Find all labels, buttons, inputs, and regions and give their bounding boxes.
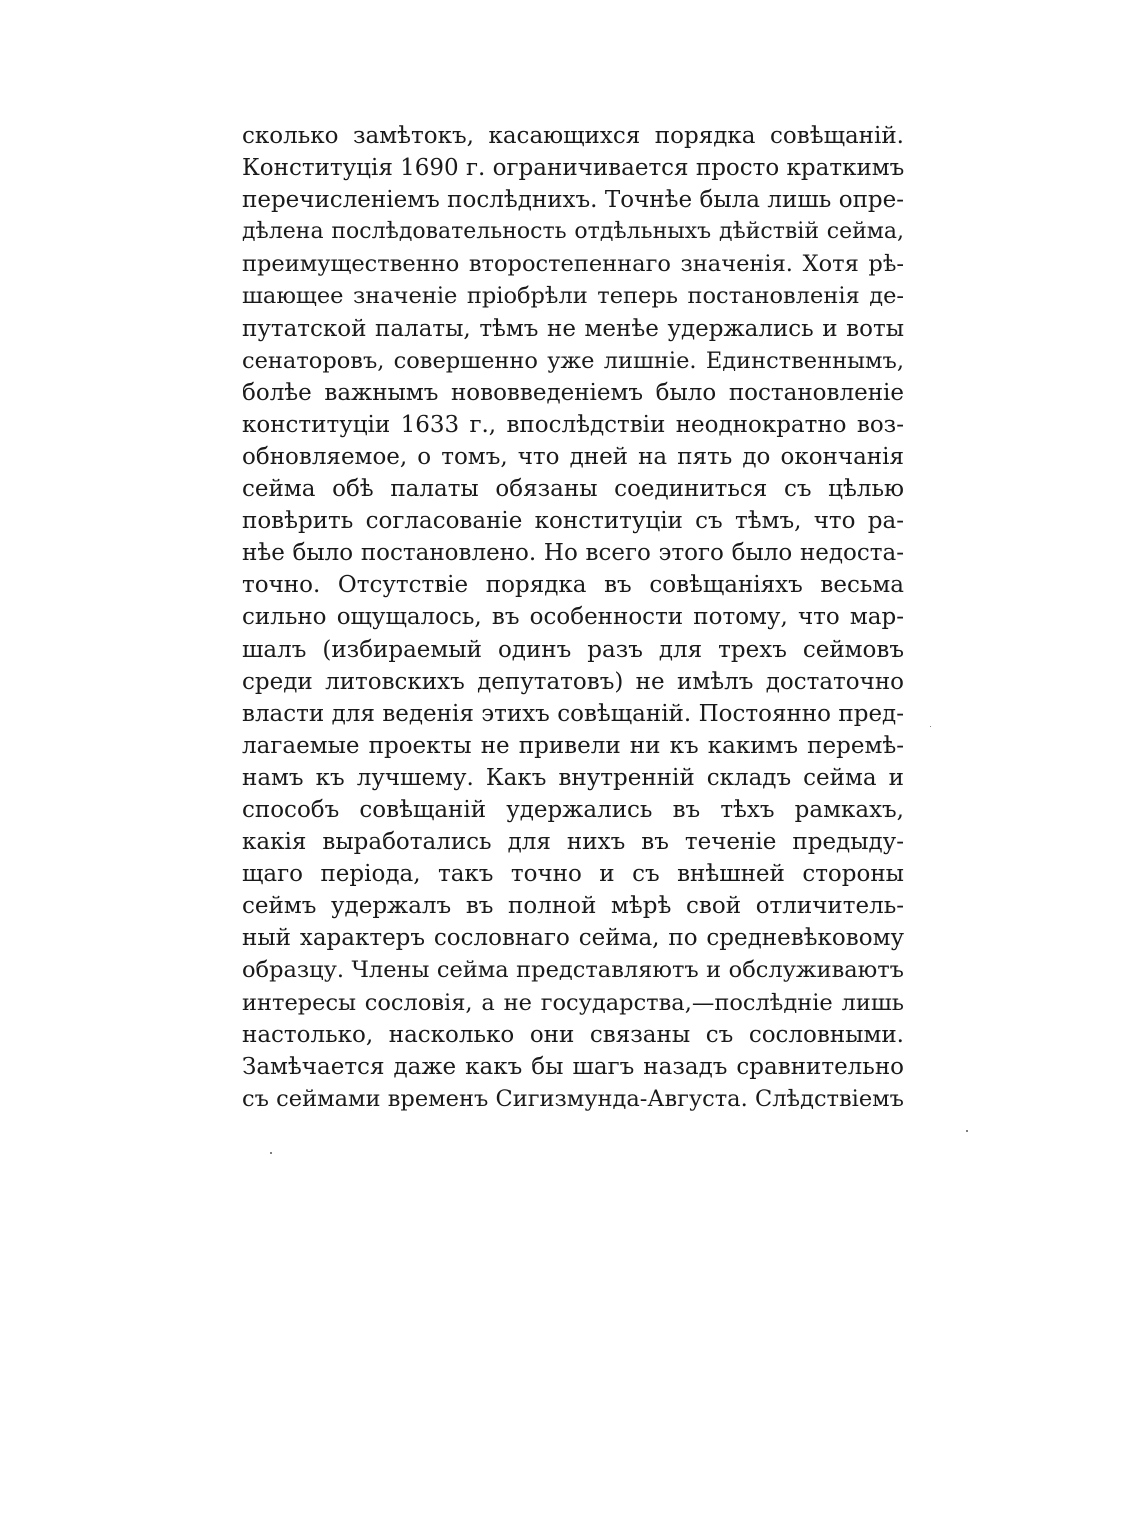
text-line: сенаторовъ, совершенно уже лишніе. Единственнымъ, — [242, 347, 904, 374]
text-line: шающее значеніе пріобрѣли теперь постановленія де- — [242, 283, 904, 310]
text-line: власти для веденія этихъ совѣщаній. Постоянно пред- — [242, 700, 904, 727]
text-line: среди литовскихъ депутатовъ) не имѣлъ достаточно — [242, 668, 904, 695]
text-line: сейма обѣ палаты обязаны соединиться съ цѣлью — [242, 476, 904, 503]
text-line: перечисленіемъ послѣднихъ. Точнѣе была лишь опре- — [242, 187, 904, 214]
text-line: какія выработались для нихъ въ теченіе предыду- — [242, 829, 904, 856]
text-line: лагаемые проекты не привели ни къ какимъ перемѣ- — [242, 732, 904, 759]
text-line: щаго періода, такъ точно и съ внѣшней стороны — [242, 861, 904, 888]
text-line: дѣлена послѣдовательность отдѣльныхъ дѣйствій сейма, — [242, 219, 904, 245]
scan-speck — [930, 726, 931, 727]
text-line: путатской палаты, тѣмъ не менѣе удержались и воты — [242, 315, 904, 342]
text-line: сильно ощущалось, въ особенности потому, что мар- — [242, 604, 904, 631]
scan-speck — [270, 1152, 272, 1154]
text-line: шалъ (избираемый одинъ разъ для трехъ сеймовъ — [242, 636, 904, 663]
text-line: конституціи 1633 г., впослѣдствіи неоднократно воз- — [242, 411, 904, 438]
text-line: образцу. Члены сейма представляютъ и обслуживаютъ — [242, 957, 904, 984]
text-line: болѣе важнымъ нововведеніемъ было постановленіе — [242, 379, 904, 406]
text-line: Замѣчается даже какъ бы шагъ назадъ сравнительно — [242, 1053, 904, 1080]
text-line: преимущественно второстепеннаго значенія. Хотя рѣ- — [242, 251, 904, 278]
text-line: способъ совѣщаній удержались въ тѣхъ рамкахъ, — [242, 796, 904, 823]
text-line: обновляемое, о томъ, что дней на пять до окончанія — [242, 443, 904, 470]
text-line: точно. Отсутствіе порядка въ совѣщаніяхъ весьма — [242, 572, 904, 599]
text-line: Конституція 1690 г. ограничивается просто краткимъ — [242, 155, 905, 182]
text-line: намъ къ лучшему. Какъ внутренній складъ сейма и — [242, 764, 904, 791]
text-line: настолько, насколько они связаны съ сословными. — [242, 1021, 904, 1048]
text-line: повѣрить согласованіе конституціи съ тѣмъ, что ра- — [242, 508, 904, 535]
text-line: сколько замѣтокъ, касающихся порядка совѣщаній. — [242, 123, 904, 149]
text-line: нѣе было постановлено. Но всего этого было недоста- — [242, 540, 904, 567]
text-line: ный характеръ сословнаго сейма, по средневѣковому — [242, 925, 904, 952]
text-line: интересы сословія, а не государства,—послѣдніе лишь — [242, 989, 904, 1016]
scan-speck — [966, 1130, 968, 1132]
page-text — [242, 120, 904, 1115]
text-line: сеймъ удержалъ въ полной мѣрѣ свой отличитель- — [242, 893, 904, 920]
text-line: съ сеймами временъ Сигизмунда-Августа. Слѣдствіемъ — [242, 1085, 904, 1112]
